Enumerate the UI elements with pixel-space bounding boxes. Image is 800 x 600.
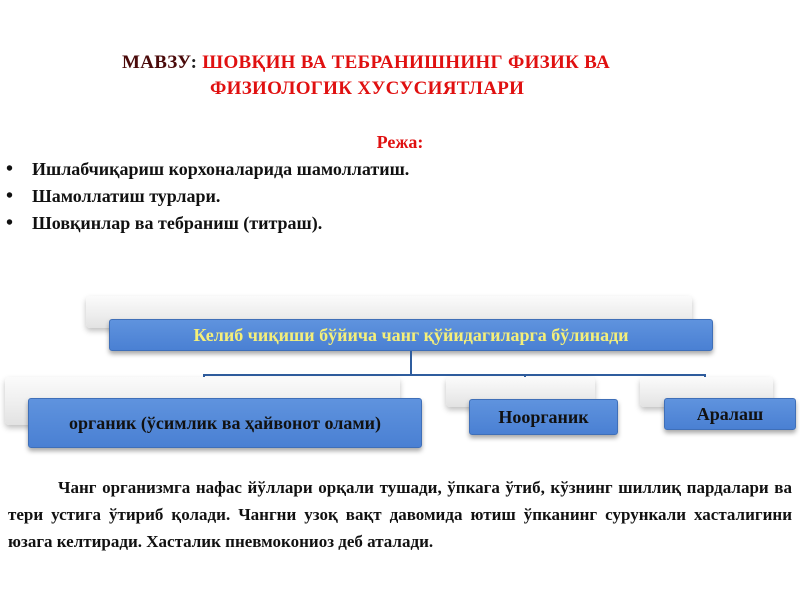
- body-paragraph: Чанг организмга нафас йўллари орқали тушади, ўпкага ўтиб, кўзнинг шиллиқ пардалари ва тери устига ўтириб қолади. Чангни узоқ вақт давомида ютиш ўпканинг сурункали хасталигини юзага келтиради. Хасталик пневмокониоз деб аталади.: [8, 478, 792, 551]
- child-node-organic: органик (ўсимлик ва ҳайвонот олами): [28, 398, 422, 448]
- title-prefix: МАВЗУ: [122, 52, 191, 73]
- plan-item: • Шамоллатиш турлари.: [6, 183, 409, 210]
- title-colon: :: [190, 52, 203, 73]
- connector-horizontal: [203, 374, 706, 376]
- title-text-line-1: ШОВҚИН ВА ТЕБРАНИШНИНГ ФИЗИК ВА: [202, 52, 610, 73]
- plan-list: [6, 156, 409, 237]
- plan-item: • Шовқинлар ва тебраниш (титраш).: [6, 210, 409, 237]
- root-node: Келиб чиқиши бўйича чанг қўйидагиларга бўлинади: [109, 319, 713, 351]
- child-node-mixed: Аралаш: [664, 398, 796, 430]
- connector-vertical: [410, 351, 412, 375]
- plan-item: • Ишлабчиқариш корхоналарида шамоллатиш.: [6, 156, 409, 183]
- child-node-inorganic: Ноорганик: [469, 399, 618, 435]
- plan-heading: Режа:: [376, 132, 424, 152]
- title-text-line-2: ФИЗИОЛОГИК ХУСУСИЯТЛАРИ: [210, 78, 525, 99]
- slide-title: [60, 50, 760, 102]
- title-line-1: [60, 50, 760, 76]
